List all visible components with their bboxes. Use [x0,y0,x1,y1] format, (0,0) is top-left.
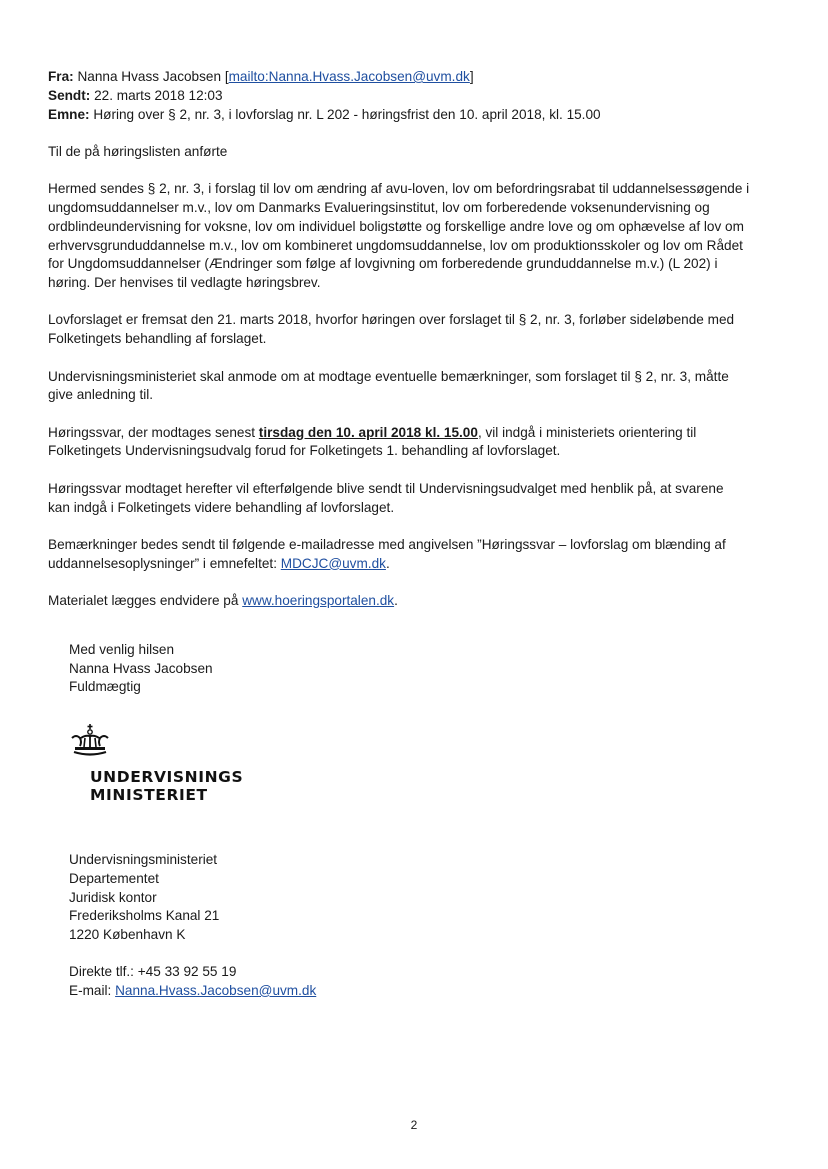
greeting: Til de på høringslisten anførte [48,143,228,159]
paragraph-4 [48,424,788,462]
address-office: Juridisk kontor [69,889,157,905]
from-close: ] [469,69,474,84]
address-block [69,851,469,1001]
address-org: Undervisningsministeriet [69,852,218,867]
paragraph-2 [48,311,788,349]
text-line: ordblindeundervisning for voksne, lov om individuel boligstøtte og forskellige andre love og om ophævelse af lov om [48,218,744,234]
hoeringsportalen-link[interactable]: www.hoeringsportalen.dk [242,592,395,608]
address-city: 1220 København K [69,927,186,943]
text-line: ungdomsuddannelser m.v., lov om Danmarks Evalueringsinstitut, lov om forberedende voksenundervisning og [48,199,710,215]
sent-line [48,87,788,106]
email-document [48,68,788,697]
subject-value: Høring over § 2, nr. 3, i lovforslag nr. L 202 - høringsfrist den 10. april 2018, kl. 15.00 [93,106,601,122]
text-line [48,555,788,574]
deadline-post: , vil indgå i ministeriets orientering til [477,424,697,440]
subject-label: Emne: [48,106,90,122]
text-line: Bemærkninger bedes sendt til følgende e-mailadresse med angivelsen ”Høringssvar – lovforslag om blænding af [48,536,726,552]
address-street: Frederiksholms Kanal 21 [69,908,220,924]
address-phone: Direkte tlf.: +45 33 92 55 19 [69,963,237,979]
paragraph-5 [48,480,788,518]
text-line: Høringssvar modtaget herefter vil efterfølgende blive sendt til Undervisningsudvalget med henblik på, at svarene [48,480,724,496]
sent-label: Sendt: [48,87,91,103]
paragraph-6 [48,536,788,574]
deadline-text: tirsdag den 10. april 2018 kl. 15.00 [258,424,478,440]
paragraph-3 [48,368,788,406]
text-line: høring. Der henvises til vedlagte høringsbrev. [48,275,321,291]
address-email-line [69,982,469,1001]
subject-line [48,106,788,125]
ministry-logo [66,724,266,814]
signature-closing: Med venlig hilsen [69,641,175,657]
text-line: for Ungdomsuddannelser (Ændringer som følge af lovgivning om forberedende grunduddannelse m.v.) (L 202) i [48,256,718,272]
email-label: E-mail: [69,982,116,998]
text-segment: . [394,592,398,608]
from-line [48,68,788,87]
from-mailto-link[interactable]: mailto:Nanna.Hvass.Jacobsen@uvm.dk [228,69,470,84]
text-segment: uddannelsesoplysninger” i emnefeltet: [48,555,281,571]
text-line: erhvervsgrunduddannelse m.v., lov om kombineret ungdomsuddannelse, lov om produktionsskoler og lov om Rådet [48,237,743,253]
text-line: Lovforslaget er fremsat den 21. marts 2018, hvorfor høringen over forslaget til § 2, nr. 3, forløber sideløbende med [48,312,735,328]
text-line: Folketingets Undervisningsudvalg forud for Folketingets 1. behandling af lovforslaget. [48,443,561,459]
deadline-pre: Høringssvar, der modtages senest [48,424,259,440]
from-label: Fra: [48,69,74,84]
logo-wordmark [90,768,243,804]
page-number: 2 [410,1118,418,1132]
paragraph-1 [48,180,788,293]
signature-title: Fuldmægtig [69,679,141,695]
sent-value: 22. marts 2018 12:03 [94,87,223,103]
mdcjc-email-link[interactable]: MDCJC@uvm.dk [280,555,386,571]
logo-line-1: UNDERVISNINGS [90,768,244,786]
crown-icon [68,724,112,758]
text-line: Undervisningsministeriet skal anmode om at modtage eventuelle bemærkninger, som forslaget til § 2, nr. 3, måtte [48,368,729,384]
address-dept: Departementet [69,870,159,886]
text-line [48,424,788,443]
text-line: Hermed sendes § 2, nr. 3, i forslag til lov om ændring af avu-loven, lov om befordringsrabat til uddannelsessøgende i [48,181,750,197]
text-segment: Materialet lægges endvidere på [48,592,243,608]
paragraph-7 [48,592,788,611]
text-line: kan indgå i Folketingets videre behandling af lovforslaget. [48,499,395,515]
signature-block [69,641,788,697]
logo-line-2: MINISTERIET [90,786,208,804]
text-line: give anledning til. [48,387,154,403]
address-email-link[interactable]: Nanna.Hvass.Jacobsen@uvm.dk [115,982,317,998]
signature-name: Nanna Hvass Jacobsen [69,660,213,676]
text-line: Folketingets behandling af forslaget. [48,331,267,347]
from-value: Nanna Hvass Jacobsen [ [77,69,229,84]
text-segment: . [385,555,390,571]
